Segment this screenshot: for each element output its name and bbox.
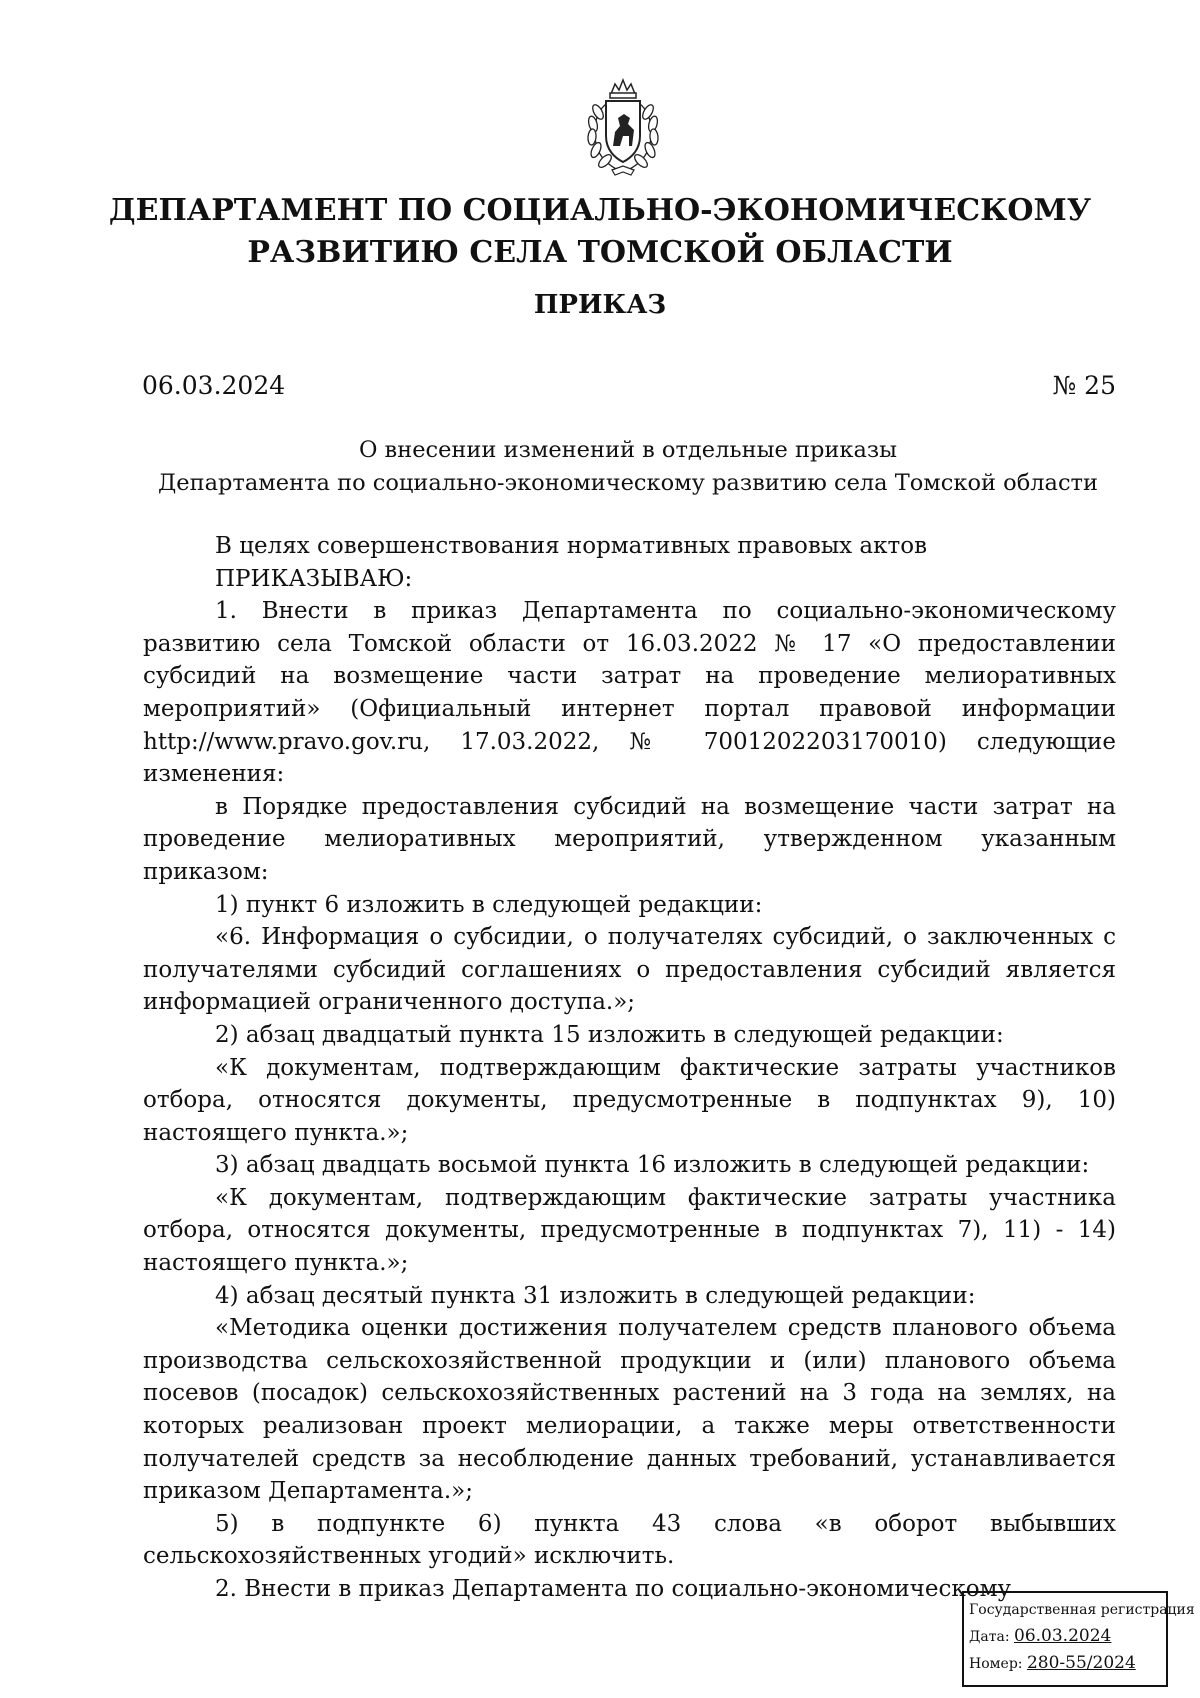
- stamp-title: Государственная регистрация: [969, 1602, 1195, 1618]
- body-paragraph: 5) в подпункте 6) пункта 43 слова «в оборот выбывших сельскохозяйственных угодий» исключить.: [143, 1510, 1116, 1570]
- body-paragraph: «К документам, подтверждающим фактические затраты участников отбора, относятся документы, предусмотренные в подпунктах 9), 10) настоящего пункта.»;: [143, 1054, 1116, 1146]
- stamp-number-label: Номер:: [969, 1656, 1023, 1672]
- organization-title-line1: ДЕПАРТАМЕНТ ПО СОЦИАЛЬНО-ЭКОНОМИЧЕСКОМУ: [108, 193, 1092, 228]
- stamp-number-row: [969, 1650, 1160, 1677]
- body-paragraph: 2. Внести в приказ Департамента по социально-экономическому: [215, 1576, 1011, 1602]
- body-paragraph: 3) абзац двадцать восьмой пункта 16 изложить в следующей редакции:: [215, 1152, 1090, 1179]
- coat-of-arms-icon: [568, 74, 678, 184]
- body-paragraph: «Методика оценки достижения получателем средств планового объема производства сельскохозяйственной продукции и (или) планового объема посевов (посадок) сельскохозяйственных растений на 3 года на землях, на которых реализован проект мелиорации, а также меры ответственности получателей средств за несоблюдение данных требований, устанавливается приказом Департамента.»;: [143, 1315, 1116, 1505]
- stamp-date-value: 06.03.2024: [1014, 1626, 1112, 1646]
- body-paragraph: В целях совершенствования нормативных правовых актов: [215, 533, 928, 559]
- stamp-number-value: 280-55/2024: [1026, 1653, 1136, 1673]
- document-subject: [140, 434, 1116, 500]
- body-paragraph: 1) пункт 6 изложить в следующей редакции:: [215, 891, 763, 918]
- organization-title: [0, 190, 1200, 274]
- registration-stamp: [962, 1591, 1195, 1687]
- body-paragraph: ПРИКАЗЫВАЮ:: [215, 565, 413, 592]
- document-body: [143, 530, 1116, 1606]
- body-paragraph: в Порядке предоставления субсидий на возмещение части затрат на проведение мелиоративных мероприятий, утвержденном указанным приказом:: [143, 793, 1116, 885]
- stamp-date-row: [969, 1623, 1160, 1650]
- body-paragraph: 1. Внести в приказ Департамента по социально-экономическому развитию села Томской области от 16.03.2022 № 17 «О предоставлении субсидий на возмещение части затрат на проведение мелиоративных мероприятий» (Официальный интернет портал правовой информации http://www.pravo.gov.ru, 17.03.2022, № 7001202203170010) следующие изменения:: [143, 598, 1116, 788]
- stamp-date-label: Дата:: [969, 1629, 1010, 1645]
- document-number: № 25: [1052, 371, 1116, 400]
- subject-line2: Департамента по социально-экономическому развитию села Томской области: [157, 470, 1099, 496]
- body-paragraph: «6. Информация о субсидии, о получателях субсидий, о заключенных с получателями субсидий соглашениях о предоставления субсидий является информацией ограниченного доступа.»;: [143, 924, 1116, 1016]
- body-paragraph: «К документам, подтверждающим фактические затраты участника отбора, относятся документы, предусмотренные в подпунктах 7), 11) - 14) настоящего пункта.»;: [143, 1184, 1116, 1277]
- subject-line1: О внесении изменений в отдельные приказы: [358, 437, 898, 463]
- body-paragraph: 2) абзац двадцатый пункта 15 изложить в следующей редакции:: [215, 1021, 1004, 1048]
- document-date: 06.03.2024: [142, 371, 286, 400]
- document-type: ПРИКАЗ: [533, 290, 667, 320]
- organization-title-line2: РАЗВИТИЮ СЕЛА ТОМСКОЙ ОБЛАСТИ: [247, 235, 953, 270]
- body-paragraph: 4) абзац десятый пункта 31 изложить в следующей редакции:: [215, 1282, 976, 1309]
